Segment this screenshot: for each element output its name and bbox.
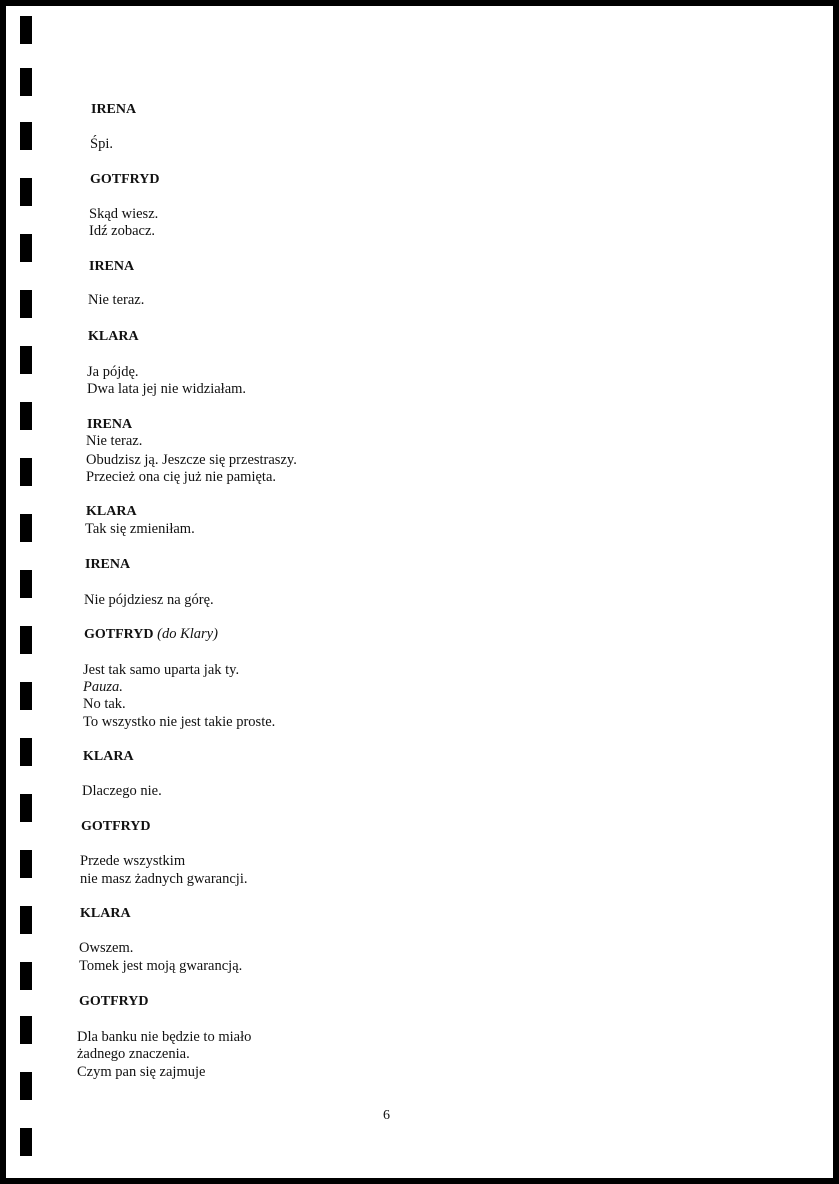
dialogue-line: Tak się zmieniłam. bbox=[85, 521, 195, 537]
binding-hole bbox=[20, 234, 32, 262]
dialogue-line: Przede wszystkim bbox=[80, 853, 186, 869]
speaker-name: KLARA bbox=[83, 749, 134, 764]
dialogue-line: Idź zobacz. bbox=[89, 223, 156, 239]
dialogue-line: Czym pan się zajmuje bbox=[77, 1064, 206, 1080]
dialogue-line: Owszem. bbox=[79, 940, 134, 956]
speaker-name: GOTFRYD bbox=[90, 172, 160, 187]
dialogue-line: Nie teraz. bbox=[88, 292, 145, 308]
binding-hole bbox=[20, 1016, 32, 1044]
dialogue-line: Nie pójdziesz na górę. bbox=[84, 592, 214, 608]
binding-hole bbox=[20, 1128, 32, 1156]
speaker-name: KLARA bbox=[88, 329, 139, 344]
dialogue-line: Śpi. bbox=[90, 136, 113, 152]
speaker-name: IRENA bbox=[89, 259, 135, 274]
page-number: 6 bbox=[383, 1108, 390, 1123]
dialogue-line: Dla banku nie będzie to miało bbox=[77, 1029, 252, 1045]
speaker-name: KLARA bbox=[86, 504, 137, 519]
binding-hole bbox=[20, 458, 32, 486]
speaker-name: GOTFRYD bbox=[79, 994, 149, 1009]
dialogue-line: nie masz żadnych gwarancji. bbox=[80, 871, 248, 887]
dialogue-line: Przecież ona cię już nie pamięta. bbox=[86, 469, 277, 485]
speaker-name: GOTFRYD bbox=[84, 627, 154, 642]
dialogue-line: Ja pójdę. bbox=[87, 364, 139, 380]
dialogue-line: Nie teraz. bbox=[86, 433, 143, 449]
dialogue-line: Jest tak samo uparta jak ty. bbox=[83, 662, 240, 678]
dialogue-line: Dwa lata jej nie widziałam. bbox=[87, 381, 247, 397]
binding-hole bbox=[20, 290, 32, 318]
binding-hole bbox=[20, 794, 32, 822]
binding-hole bbox=[20, 402, 32, 430]
binding-hole bbox=[20, 906, 32, 934]
binding-hole bbox=[20, 682, 32, 710]
speaker-name: IRENA bbox=[91, 102, 137, 117]
binding-hole bbox=[20, 570, 32, 598]
dialogue-line: No tak. bbox=[83, 696, 126, 712]
dialogue-line: Skąd wiesz. bbox=[89, 206, 159, 222]
binding-hole bbox=[20, 962, 32, 990]
stage-direction: (do Klary) bbox=[157, 626, 218, 642]
dialogue-line: żadnego znaczenia. bbox=[77, 1046, 190, 1062]
binding-hole bbox=[20, 122, 32, 150]
binding-hole bbox=[20, 16, 32, 44]
binding-hole bbox=[20, 68, 32, 96]
speaker-name: IRENA bbox=[85, 557, 131, 572]
binding-hole bbox=[20, 850, 32, 878]
dialogue-line: Dlaczego nie. bbox=[82, 783, 162, 799]
binding-hole bbox=[20, 738, 32, 766]
speaker-heading bbox=[84, 626, 218, 643]
speaker-name: GOTFRYD bbox=[81, 819, 151, 834]
speaker-name: IRENA bbox=[87, 417, 133, 432]
binding-hole bbox=[20, 514, 32, 542]
binding-hole bbox=[20, 1072, 32, 1100]
stage-direction: Pauza. bbox=[83, 679, 123, 695]
binding-hole bbox=[20, 178, 32, 206]
dialogue-line: Obudzisz ją. Jeszcze się przestraszy. bbox=[86, 452, 297, 468]
binding-hole bbox=[20, 626, 32, 654]
dialogue-line: Tomek jest moją gwarancją. bbox=[79, 958, 243, 974]
speaker-name: KLARA bbox=[80, 906, 131, 921]
binding-hole bbox=[20, 346, 32, 374]
dialogue-line: To wszystko nie jest takie proste. bbox=[83, 714, 276, 730]
